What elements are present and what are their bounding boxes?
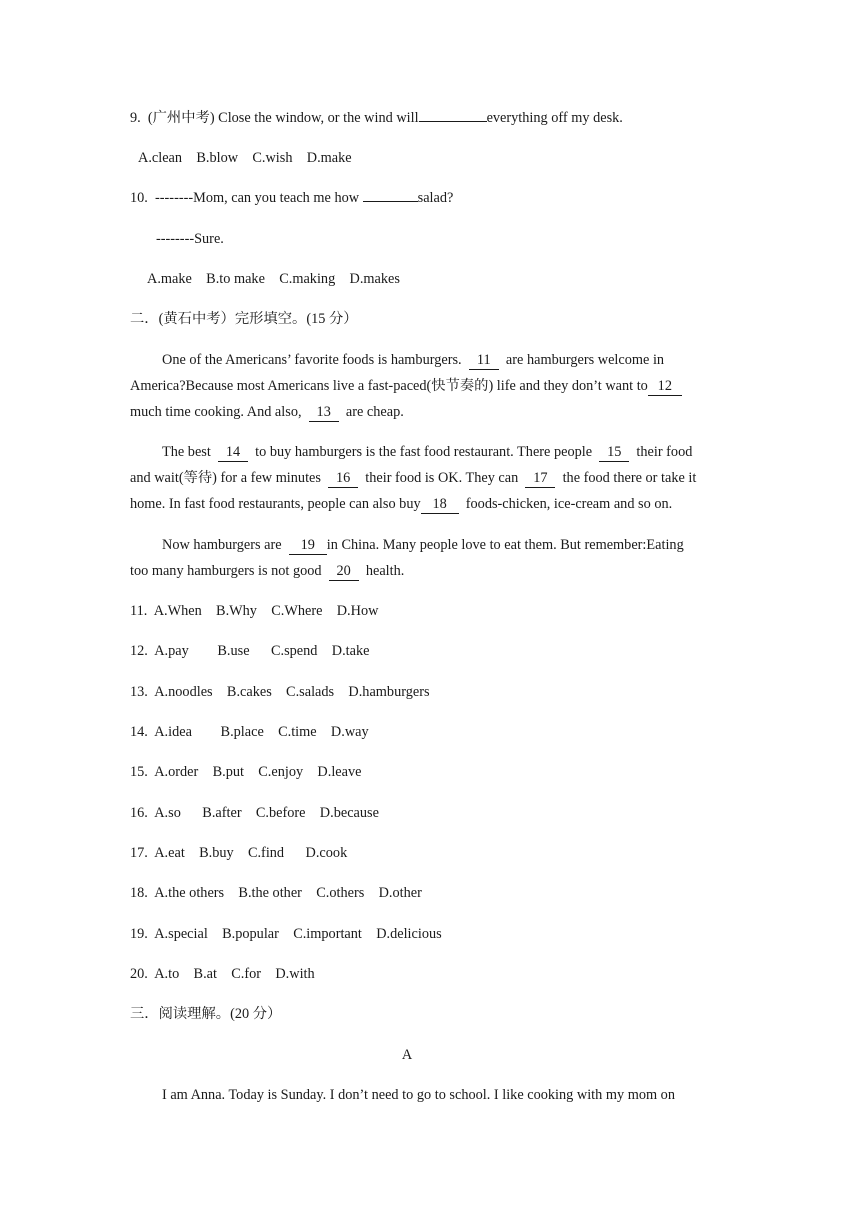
- cloze-p3-line2: [130, 561, 404, 581]
- q10-stem-pre: 10. --------Mom, can you teach me how: [130, 190, 363, 206]
- question-19-options: 19. A.special B.popular C.important D.delicious: [130, 926, 442, 942]
- cloze-text: foods-chicken, ice-cream and so on.: [458, 496, 673, 512]
- question-10-reply: --------Sure.: [156, 231, 224, 247]
- cloze-text: are hamburgers welcome in: [498, 352, 665, 368]
- cloze-text: home. In fast food restaurants, people can also buy: [130, 496, 421, 512]
- cloze-text: America?Because most Americans live a fast-paced(快节奏的) life and they don’t want to: [130, 378, 648, 394]
- cloze-text: are cheap.: [338, 404, 404, 420]
- passage-a-first-line: I am Anna. Today is Sunday. I don’t need to go to school. I like cooking with my mom on: [162, 1087, 675, 1103]
- cloze-text: much time cooking. And also,: [130, 404, 309, 420]
- cloze-p2-line1: [162, 442, 692, 462]
- question-14-options: 14. A.idea B.place C.time D.way: [130, 724, 369, 740]
- cloze-blank-13: 13: [309, 404, 339, 422]
- cloze-text: Now hamburgers are: [162, 537, 289, 553]
- cloze-text: the food there or take it: [555, 470, 697, 486]
- cloze-blank-19: 19: [289, 537, 327, 555]
- cloze-text: their food: [629, 444, 693, 460]
- cloze-text: One of the Americans’ favorite foods is hamburgers.: [162, 352, 469, 368]
- cloze-blank-11: 11: [469, 352, 499, 370]
- cloze-p3-line1: [162, 535, 684, 555]
- cloze-text: to buy hamburgers is the fast food restaurant. There people: [247, 444, 600, 460]
- q9-stem-pre: 9. (广州中考) Close the window, or the wind will: [130, 110, 419, 126]
- cloze-p1-line1: [162, 350, 664, 370]
- question-17-options: 17. A.eat B.buy C.find D.cook: [130, 845, 348, 861]
- question-11-options: 11. A.When B.Why C.Where D.How: [130, 603, 379, 619]
- section-2-heading: 二．(黄石中考）完形填空。(15 分）: [130, 311, 358, 327]
- question-13-options: 13. A.noodles B.cakes C.salads D.hamburgers: [130, 684, 430, 700]
- cloze-text: health.: [358, 563, 405, 579]
- cloze-p2-line3: [130, 494, 672, 514]
- cloze-blank-16: 16: [328, 470, 358, 488]
- question-18-options: 18. A.the others B.the other C.others D.other: [130, 885, 422, 901]
- cloze-text: their food is OK. They can: [358, 470, 526, 486]
- question-9-options: A.clean B.blow C.wish D.make: [138, 150, 352, 166]
- cloze-text: in China. Many people love to eat them. But remember:Eating: [326, 537, 684, 553]
- cloze-p1-line2: [130, 376, 682, 396]
- question-12-options: 12. A.pay B.use C.spend D.take: [130, 643, 370, 659]
- cloze-text: and wait(等待) for a few minutes: [130, 470, 329, 486]
- q10-answer-blank: [363, 201, 418, 202]
- question-16-options: 16. A.so B.after C.before D.because: [130, 805, 379, 821]
- cloze-text: too many hamburgers is not good: [130, 563, 329, 579]
- question-9-stem: [130, 108, 623, 128]
- cloze-blank-20: 20: [329, 563, 359, 581]
- question-10-options: A.make B.to make C.making D.makes: [147, 271, 400, 287]
- cloze-blank-17: 17: [525, 470, 555, 488]
- q9-answer-blank: [419, 121, 487, 122]
- passage-label: A: [401, 1047, 413, 1063]
- cloze-blank-14: 14: [218, 444, 248, 462]
- cloze-p1-line3: [130, 402, 404, 422]
- question-20-options: 20. A.to B.at C.for D.with: [130, 966, 315, 982]
- question-10-stem: [130, 188, 453, 208]
- question-15-options: 15. A.order B.put C.enjoy D.leave: [130, 764, 362, 780]
- cloze-text: The best: [162, 444, 218, 460]
- q9-stem-post: everything off my desk.: [486, 110, 623, 126]
- section-3-heading: 三．阅读理解。(20 分）: [130, 1006, 282, 1022]
- cloze-blank-18: 18: [421, 496, 459, 514]
- cloze-blank-12: 12: [648, 378, 682, 396]
- cloze-p2-line2: [130, 468, 696, 488]
- q10-stem-post: salad?: [417, 190, 454, 206]
- cloze-blank-15: 15: [599, 444, 629, 462]
